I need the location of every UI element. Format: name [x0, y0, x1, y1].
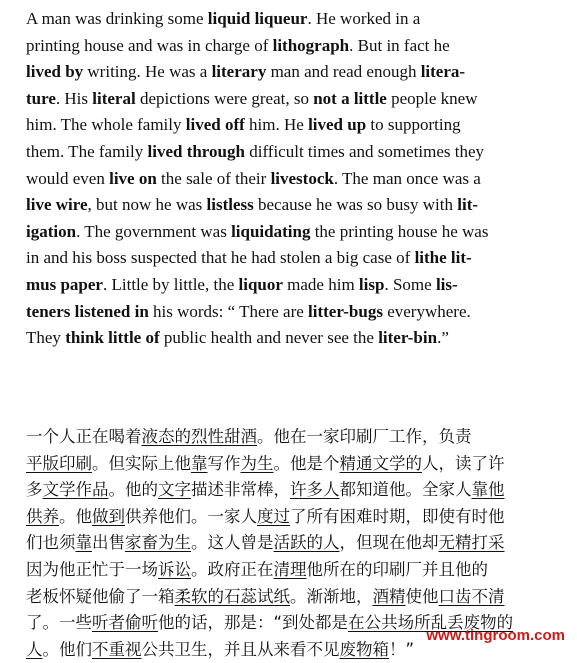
english-line: [26, 59, 546, 86]
translated-term: 不重视: [92, 639, 142, 659]
vocabulary-term: live on: [109, 168, 157, 188]
text-run: . But in fact he: [349, 35, 450, 55]
text-run: . The government was: [76, 221, 232, 241]
translated-term: 活跃的人: [273, 533, 340, 553]
text-run: .”: [437, 328, 449, 348]
translated-term: 度过: [257, 506, 290, 526]
vocabulary-term: lisp: [358, 274, 385, 294]
text-run: public health and never see the: [159, 328, 379, 348]
text-run: 。他在一家印刷厂工作，负责: [257, 427, 472, 446]
english-line: [26, 166, 546, 193]
text-run: , but now he was: [87, 195, 207, 215]
english-line: [26, 33, 546, 60]
translated-term: 做到: [92, 506, 125, 526]
translated-term: 液态的: [141, 427, 191, 446]
english-line: [26, 139, 546, 166]
text-run: 了所有困难时期，即使有时他: [290, 506, 505, 526]
text-run: everywhere.: [382, 301, 471, 321]
text-run: 他所在的印刷厂并且他的: [306, 559, 488, 579]
watermark-link[interactable]: www.tingroom.com: [426, 627, 565, 644]
vocabulary-term: liquor: [238, 274, 283, 294]
english-line: [26, 219, 546, 246]
translated-term: 人: [26, 639, 43, 659]
vocabulary-term: teners listened in: [26, 301, 149, 321]
chinese-line: [26, 504, 546, 531]
text-run: in and his boss suspected that he had stolen a big case of: [26, 248, 415, 268]
english-line: [26, 86, 546, 113]
translated-term: 家畜: [125, 533, 158, 553]
vocabulary-term: lithograph: [272, 35, 350, 55]
text-run: 。他们: [42, 639, 92, 659]
text-run: 。他的: [108, 480, 158, 500]
translated-term: 清理: [273, 559, 307, 579]
text-run: the printing house he was: [310, 221, 489, 241]
vocabulary-term: lived through: [147, 141, 245, 161]
vocabulary-term: ture: [26, 88, 56, 108]
english-line: [26, 272, 546, 299]
vocabulary-term: livestock: [270, 168, 334, 188]
vocabulary-term: lithe lit-: [414, 248, 472, 268]
vocabulary-term: lived by: [26, 62, 84, 82]
translated-term: 偷听: [125, 613, 158, 633]
text-run: They: [26, 328, 66, 348]
translated-term: 为生: [158, 533, 191, 553]
vocabulary-term: igation: [26, 221, 77, 241]
text-run: ，但现在他却: [339, 533, 439, 553]
vocabulary-term: live wire: [26, 195, 88, 215]
text-run: the sale of their: [156, 168, 271, 188]
translated-term: 在公共场所乱丢废物的: [348, 613, 514, 633]
chinese-line: [26, 584, 546, 611]
vocabulary-term: listless: [206, 195, 254, 215]
chinese-line: [26, 530, 546, 557]
text-run: his words: “ There are: [148, 301, 309, 321]
vocabulary-term: literal: [92, 88, 136, 108]
text-run: ！”: [389, 639, 415, 659]
text-run: . His: [55, 88, 93, 108]
translated-term: 供养: [26, 506, 59, 526]
text-run: 。这人曾是: [191, 533, 274, 553]
vocabulary-term: not a little: [313, 88, 387, 108]
translated-term: 平版印刷: [26, 453, 92, 473]
text-run: 一个人正在喝着: [26, 427, 142, 446]
text-run: 。但实际上他: [92, 453, 191, 473]
chinese-line: [26, 424, 546, 451]
english-line: [26, 112, 546, 139]
translated-term: 靠: [191, 453, 208, 473]
english-line: [26, 299, 546, 326]
english-line: [26, 245, 546, 272]
text-run: 。渐渐地，: [290, 586, 373, 606]
vocabulary-term: lived up: [308, 115, 367, 135]
text-run: . The man once was a: [333, 168, 481, 188]
translated-term: 口齿不清: [438, 586, 505, 606]
translated-term: 听者: [92, 613, 125, 633]
text-run: difficult times and sometimes they: [244, 141, 485, 161]
translated-term: 诉讼: [158, 559, 191, 579]
text-run: writing. He was a: [83, 62, 212, 82]
text-run: 写作: [207, 453, 241, 473]
text-run: 。他: [59, 506, 92, 526]
english-line: [26, 192, 546, 219]
text-run: 们也须: [26, 533, 76, 553]
text-run: because he was so busy with: [253, 195, 458, 215]
vocabulary-term: mus paper: [26, 274, 103, 294]
vocabulary-term: liquidating: [231, 221, 311, 241]
vocabulary-term: liter-bin: [378, 328, 438, 348]
text-run: people knew: [386, 88, 478, 108]
text-run: 因为他正忙于一场: [26, 559, 158, 579]
text-run: . Little by little, the: [102, 274, 239, 294]
translated-term: 文学作品: [42, 480, 109, 500]
vocabulary-term: lit-: [457, 195, 479, 215]
text-run: 多: [26, 480, 43, 500]
text-run: to supporting: [366, 115, 461, 135]
translated-term: 精通文学的: [339, 453, 422, 473]
chinese-line: [26, 557, 546, 584]
text-run: them. The family: [26, 141, 148, 161]
text-run: man and read enough: [266, 62, 421, 82]
text-run: 出售: [92, 533, 125, 553]
text-run: 。政府正在: [191, 559, 274, 579]
vocabulary-term: literary: [211, 62, 267, 82]
text-run: him. He: [244, 115, 309, 135]
text-run: 他的话，那是：“到处都是: [158, 613, 349, 633]
translated-term: 废物箱: [339, 639, 389, 659]
vocabulary-term: litera-: [420, 62, 466, 82]
english-paragraph: [26, 6, 546, 352]
text-run: 。他是个: [273, 453, 340, 473]
translated-term: 石蕊试纸: [224, 586, 290, 606]
text-run: would even: [26, 168, 110, 188]
text-run: 了。一些: [26, 613, 92, 633]
translated-term: 靠他: [471, 480, 505, 500]
vocabulary-term: litter-bugs: [308, 301, 383, 321]
text-run: 老板怀疑他偷了一箱: [26, 586, 175, 606]
vocabulary-term: think little of: [65, 328, 160, 348]
text-run: . Some: [384, 274, 436, 294]
english-line: [26, 325, 546, 352]
text-run: him. The whole family: [26, 115, 186, 135]
text-run: 描述非常棒，: [191, 480, 290, 500]
translated-term: 柔软的: [174, 586, 224, 606]
translated-term: 无精打采: [438, 533, 505, 553]
text-run: 公共卫生，并且从来看不见: [141, 639, 340, 659]
vocabulary-term: lived off: [185, 115, 245, 135]
text-run: made him: [282, 274, 359, 294]
chinese-line: [26, 477, 546, 504]
translated-term: 靠: [75, 533, 92, 553]
text-run: 人，读了许: [422, 453, 505, 473]
text-run: A man was drinking some: [26, 9, 208, 28]
text-run: . He worked in a: [307, 9, 421, 28]
translated-term: 酒精: [372, 586, 406, 606]
vocabulary-term: lis-: [435, 274, 458, 294]
translated-term: 许多人: [290, 480, 340, 500]
translated-term: 文字: [158, 480, 191, 500]
translated-term: 烈性甜酒: [191, 427, 257, 446]
translated-term: 为生: [240, 453, 274, 473]
text-run: 都知道他。全家人: [339, 480, 472, 500]
text-run: 使他: [405, 586, 439, 606]
text-run: 供养他们。一家人: [125, 506, 257, 526]
vocabulary-term: liquid liqueur: [207, 9, 308, 28]
text-run: depictions were great, so: [135, 88, 314, 108]
text-run: printing house and was in charge of: [26, 35, 273, 55]
chinese-line: [26, 451, 546, 478]
english-line: [26, 6, 546, 33]
